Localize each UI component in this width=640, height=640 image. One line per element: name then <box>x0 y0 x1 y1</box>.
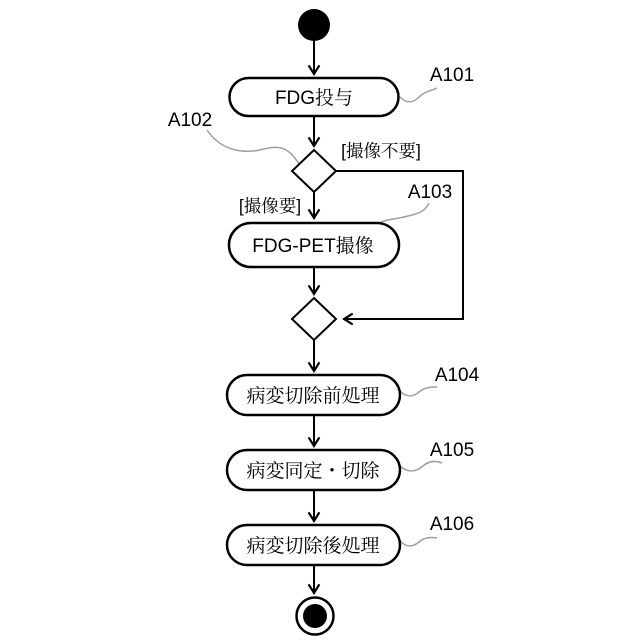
ref-label-a103: A103 <box>407 182 453 203</box>
ref-label-a106: A106 <box>429 514 475 535</box>
ref-label-a102: A102 <box>167 110 213 131</box>
callout-line-a104 <box>400 387 437 396</box>
callout-line-a103 <box>381 203 429 222</box>
activity-label-pre-resection: 病変切除前処理 <box>246 386 380 407</box>
initial-node-icon <box>298 9 330 41</box>
callout-line-a105 <box>400 461 442 470</box>
final-node-dot-icon <box>303 604 327 628</box>
activity-label-fdg-injection: FDG投与 <box>274 88 354 109</box>
ref-label-a105: A105 <box>429 440 475 461</box>
callout-line-a101 <box>400 88 437 102</box>
decision-diamond-icon <box>292 150 336 192</box>
branch-label-imaging: [撮像要] <box>238 196 302 216</box>
activity-label-post-resection: 病変切除後処理 <box>246 536 380 557</box>
ref-label-a104: A104 <box>434 365 480 386</box>
activity-label-fdg-pet-imaging: FDG-PET撮像 <box>252 236 374 257</box>
branch-label-no-imaging: [撮像不要] <box>341 141 421 161</box>
merge-diamond-icon <box>292 298 336 340</box>
callout-line-a102 <box>207 130 300 165</box>
callout-line-a106 <box>400 537 437 546</box>
ref-label-a101: A101 <box>429 65 475 86</box>
activity-label-identify-resect: 病変同定・切除 <box>246 461 380 482</box>
